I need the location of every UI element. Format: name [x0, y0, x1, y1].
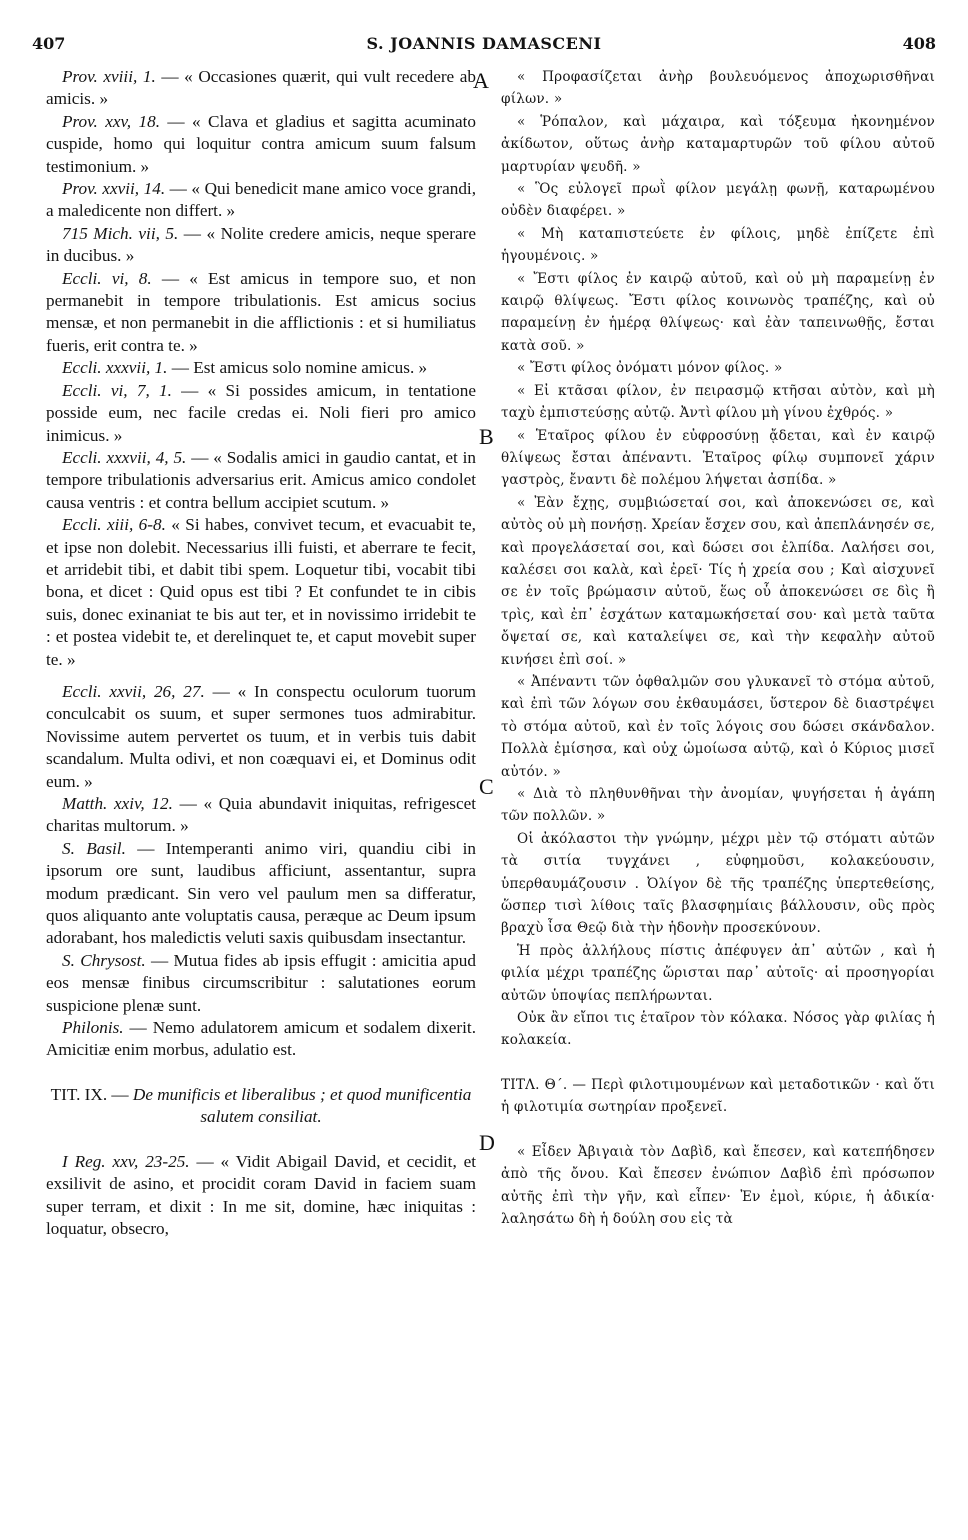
greek-entry: « Ὃς εὐλογεῖ πρωῒ φίλον μεγάλῃ φωνῇ, καταρωμένου οὐδὲν διαφέρει. » — [501, 181, 935, 220]
greek-entry: Ἡ πρὸς ἀλλήλους πίστις ἀπέφυγεν ἀπ᾽ αὐτῶν , καὶ ἡ φιλία μέχρι τραπέζης ὥρισται παρ᾽ αὐτοῖς· αἱ προσηγορίαι αὐτῶν ὑποψίας πεπλήρωνται. — [501, 942, 935, 1004]
greek-entry: « Προφασίζεται ἀνὴρ βουλευόμενος ἀποχωρισθῆναι φίλων. » — [501, 69, 935, 108]
latin-entry: I Reg. xxv, 23-25. — « Vidit Abigail David, et cecidit, et exsilivit de asino, et procidit coram David in faciem suam super terram, et dixit : In me sit, domine, hæc iniquitas : loquatur, obsecro, — [46, 1151, 477, 1238]
latin-entry: Eccli. vi, 8. — « Est amicus in tempore suo, et non permanebit in tempore tribulationis. Est amicus socius mensæ, et non permanebit in die afflictionis : et si humiliatus fueris, erit contra te. » — [46, 268, 476, 355]
greek-entry: « Μὴ καταπιστεύετε ἐν φίλοις, μηδὲ ἐπίζετε ἐπὶ ἡγουμένοις. » — [501, 225, 935, 265]
latin-entry: Eccli. xxxvii, 1. — Est amicus solo nomine amicus. » — [62, 358, 428, 378]
page-number-left: 407 — [32, 34, 66, 53]
latin-entry: Eccli. xxvii, 26, 27. — « In conspectu oculorum tuorum conculcabit os suum, et super sermones tuos admirabitur. Novissime autem pervertet os tuum, et in verbis tuis dabit scandalum. Multa odivi, et non coæquavi ei, et Dominus odit eum. » — [46, 681, 476, 791]
greek-entry: « Ῥόπαλον, καὶ μάχαιρα, καὶ τόξευμα ἠκονημένον ἀκίδωτον, οὕτως ἀνὴρ καταμαρτυρῶν τοῦ φίλου αὐτοῦ μαρτυρίαν ψευδῆ. » — [501, 113, 935, 175]
latin-entry: Philonis. — Nemo adulatorem amicum et sodalem dixerit. Amicitiæ enim morbus, adulatio est. — [46, 1018, 476, 1060]
latin-entry: 715 Mich. vii, 5. — « Nolite credere amicis, neque sperare in ducibus. » — [46, 223, 476, 266]
latin-entry: Eccli. xiii, 6-8. « Si habes, convivet tecum, et evacuabit te, et ipse non dolebit. Necessarius illi fuisti, et aberrare te fecit, et arridebit tibi, et dabit tibi spem. Loquetur tibi, vocabit tibi bona, et dicet : Quid opus est tibi ? Et confundet te in cibis suis, donec exinaniat te bis aut ter, et in novissimo irridebit te : et postea videbit te, et derelinquet te, et caput movebit super te. » — [46, 515, 476, 669]
latin-entry: S. Basil. — Intemperanti animo viri, quandiu cibi in ipsorum ore sunt, laudibus afficiunt, assentantur, supra modum prædicant. Sin vero vel paulum men sa differatur, quos aliquanto ante voluptatis causa, peræque ac Deum ipsum adorabant, hos maledictis veluti saxis quibusdam insectantur. — [46, 838, 476, 948]
margin-letter-a: A — [473, 68, 489, 93]
margin-letter-d: D — [479, 1130, 495, 1155]
greek-entry: « Ἑταῖρος φίλου ἐν εὐφροσύνῃ ᾄδεται, καὶ ἐν καιρῷ θλίψεως ἔσται ἀπέναντι. Ἑταῖρος φίλῳ συμπονεῖ χάριν γαστρὸς, ἔναντι δὲ πολέμου λήψεται ἀσπίδα. » — [501, 427, 935, 489]
latin-entry: Prov. xxv, 18. — « Clava et gladius et sagitta acuminato cuspide, homo qui loquitur contra amicum suum falsum testimonium. » — [46, 111, 477, 176]
greek-entry: « Εἶδεν Ἀβιγαιὰ τὸν Δαβὶδ, καὶ ἔπεσεν, καὶ κατεπήδησεν ἀπὸ τῆς ὄνου. Καὶ ἔπεσεν ἐνώπιον Δαβὶδ ἐπὶ πρόσωπον αὐτῆς ἐπὶ τὴν γῆν, καὶ εἶπεν· Ἐν ἐμοὶ, κύριε, ἡ ἀδικία· λαλησάτω δὴ ἡ δούλη σου εἰς τὰ — [501, 1143, 935, 1227]
latin-column — [46, 66, 476, 1240]
greek-entry: « Ἐὰν ἔχῃς, συμβιώσεταί σοι, καὶ ἀποκενώσει σε, καὶ αὐτὸς οὐ μὴ πονήσῃ. Χρείαν ἔσχεν σου, καὶ ἀπεπλάνησέν σε, καὶ προγελάσεταί σοι, καὶ δώσει σοι ἐλπίδα. Λαλήσει σοι, καλέσει σοι καλὰ, καὶ ἐρεῖ· Τίς ἡ χρεία σου ; Καὶ αἰσχυνεῖ σε ἐν τοῖς βρώμασιν αὐτοῦ, ἕως οὗ ἀποκενώσει σε δὶς ἢ τρὶς, καὶ ἐπ᾽ ἐσχάτων καταμωκήσεταί σου· καὶ μετὰ ταῦτα ὄψεταί σε, καὶ καταλείψει σε, καὶ τὴν κεφαλὴν αὐτοῦ κινήσει ἐπὶ σοί. » — [501, 494, 935, 668]
greek-entry: Οὐκ ἂν εἴποι τις ἑταῖρον τὸν κόλακα. Νόσος γὰρ φιλίας ἡ κολακεία. — [501, 1010, 935, 1049]
section-title-latin: TIT. IX. — De munificis et liberalibus ; et quod munificentia salutem consiliat. — [50, 1084, 472, 1127]
margin-letter-c: C — [479, 774, 494, 799]
running-title: S. JOANNIS DAMASCENI — [366, 34, 602, 53]
latin-entry: Prov. xxvii, 14. — « Qui benedicit mane amico voce grandi, a maledicente non differt. » — [46, 179, 476, 221]
margin-letter-b: B — [479, 424, 494, 449]
latin-entry: Eccli. xxxvii, 4, 5. — « Sodalis amici in gaudio cantat, et in tempore tribulationis adversarius erit. Amicus amico condolet causa ventris : et contra bellum accipiet scutum. » — [46, 447, 476, 512]
latin-entry: Prov. xviii, 1. — « Occasiones quærit, qui vult recedere ab amicis. » — [46, 67, 476, 109]
greek-entry: « Εἰ κτᾶσαι φίλον, ἐν πειρασμῷ κτῆσαι αὐτὸν, καὶ μὴ ταχὺ ἐμπιστεύσῃς αὐτῷ. Ἀντὶ φίλου μὴ γίνου ἐχθρός. » — [501, 382, 935, 422]
page-header — [32, 28, 936, 58]
page-number-right: 408 — [902, 34, 936, 53]
greek-entry: « Ἔστι φίλος ὀνόματι μόνον φίλος. » — [517, 360, 783, 377]
latin-entry: Eccli. vi, 7, 1. — « Si possides amicum, in tentatione posside eum, nec facile credas ei. Noli fieri pro amico inimicus. » — [46, 380, 476, 445]
section-title-greek: ΤΙΤΛ. Θ΄. — Περὶ φιλοτιμουμένων καὶ μεταδοτικῶν · καὶ ὅτι ἡ φιλοτιμία σωτηρίαν προξενεῖ. — [501, 1076, 935, 1116]
greek-entry: « Ἔστι φίλος ἐν καιρῷ αὐτοῦ, καὶ οὐ μὴ παραμείνῃ ἐν καιρῷ θλίψεως. Ἔστι φίλος κοινωνὸς τραπέζης, καὶ οὐ παραμείνῃ ἐν ἡμέρᾳ θλίψεως· καὶ ἐὰν ταπεινωθῇς, ἔσται κατὰ σοῦ. » — [501, 270, 935, 354]
greek-entry: « Διὰ τὸ πληθυνθῆναι τὴν ἀνομίαν, ψυγήσεται ἡ ἀγάπη τῶν πολλῶν. » — [501, 786, 935, 825]
greek-column — [501, 66, 935, 1230]
greek-entry: « Ἀπέναντι τῶν ὀφθαλμῶν σου γλυκανεῖ τὸ στόμα αὐτοῦ, καὶ ἐπὶ τῶν λόγων σου ἐκθαυμάσει, ὕστερον δὲ διαστρέψει τὸ στόμα αὐτοῦ, καὶ ἐν τοῖς λόγοις σου δώσει σκάνδαλον. Πολλὰ ἐμίσησα, καὶ οὐχ ὡμοίωσα αὐτῷ, καὶ ὁ Κύριος μισεῖ αὐτόν. » — [501, 673, 935, 780]
greek-entry: Οἱ ἀκόλαστοι τὴν γνώμην, μέχρι μὲν τῷ στόματι αὐτῶν τὰ σιτία τυγχάνει , εὐφημοῦσι, κολακεύουσιν, ὑπερθαυμάζουσιν . Ὀλίγον δὲ τῆς τραπέζης ὑπερτεθείσης, ὥσπερ τισὶ λίθοις ταῖς βλασφημίαις βάλλουσιν, οὓς πρὸς βραχὺ ἶσα Θεῷ διὰ τὴν ἡδονὴν προσεκύνουν. — [501, 830, 935, 937]
latin-entry: S. Chrysost. — Mutua fides ab ipsis effugit : amicitia apud eos mensæ finibus circumscribitur : salutationes eorum suspicione plenæ sunt. — [46, 950, 476, 1015]
latin-entry: Matth. xxiv, 12. — « Quia abundavit iniquitas, refrigescet charitas multorum. » — [46, 794, 476, 836]
